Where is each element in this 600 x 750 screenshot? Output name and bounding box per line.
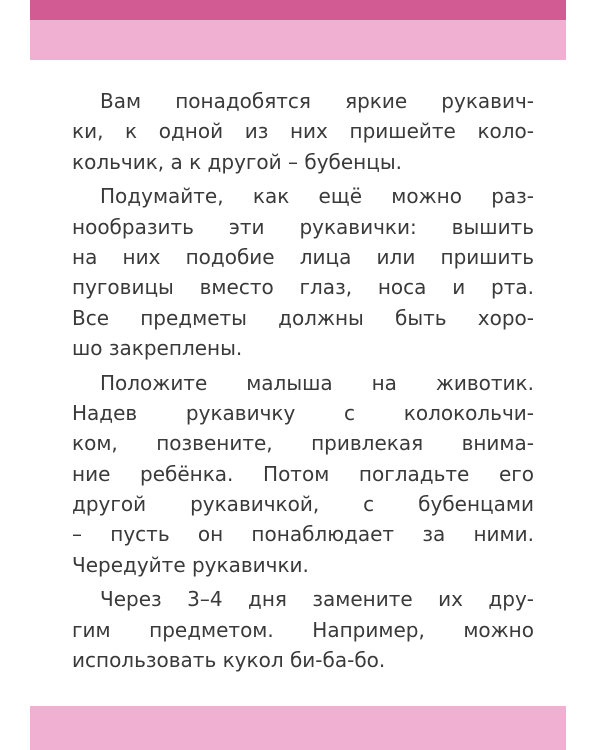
text-line: ком, позвените, привлекая внима- — [72, 431, 534, 456]
text-line: Через 3–4 дня замените их дру- — [100, 587, 534, 612]
bottom-decorative-band — [30, 706, 566, 750]
text-line: Подумайте, как ещё можно раз- — [100, 184, 534, 209]
text-line: использовать кукол би-ба-бо. — [72, 648, 386, 673]
text-line: ние ребёнка. Потом погладьте его — [72, 461, 534, 486]
text-line: кольчик, а к другой – бубенцы. — [72, 149, 403, 174]
paragraph-2 — [72, 181, 534, 363]
paragraph-1 — [72, 86, 534, 177]
text-line: Чередуйте рукавички. — [72, 552, 309, 577]
text-line: пуговицы вместо глаз, носа и рта. — [72, 275, 534, 300]
text-line: шо закреплены. — [72, 336, 243, 361]
text-line: Вам понадобятся яркие рукавич- — [100, 89, 534, 113]
text-line: – пусть он понаблюдает за ними. — [72, 522, 534, 547]
text-line: Надев рукавичку с колокольчи- — [72, 400, 534, 425]
text-line: ки, к одной из них пришейте коло- — [72, 119, 534, 144]
text-line: нообразить эти рукавички: вышить — [72, 214, 534, 239]
paragraph-4 — [72, 584, 534, 675]
paragraph-3 — [72, 368, 534, 581]
page-text — [72, 86, 534, 679]
top-decorative-band-dark — [30, 0, 566, 20]
text-line: Положите малыша на животик. — [100, 370, 534, 395]
text-line: гим предметом. Например, можно — [72, 617, 534, 642]
top-decorative-band-light — [30, 20, 566, 60]
text-line: другой рукавичкой, с бубенцами — [72, 492, 534, 517]
text-line: Все предметы должны быть хоро- — [72, 305, 534, 330]
text-line: на них подобие лица или пришить — [72, 244, 534, 269]
